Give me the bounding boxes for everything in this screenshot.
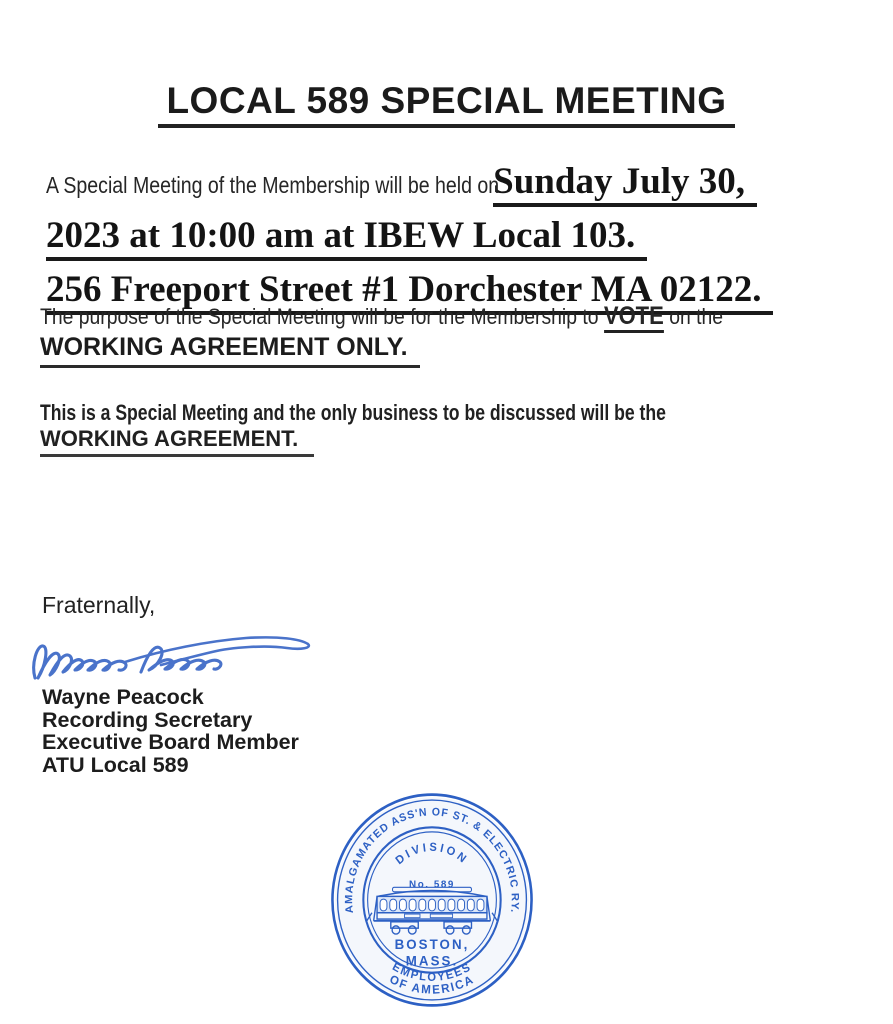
working-agreement-only-text: WORKING AGREEMENT ONLY. <box>40 333 420 368</box>
notice-line-2 <box>40 426 822 457</box>
signer-title-3: ATU Local 589 <box>42 752 189 777</box>
page-title: LOCAL 589 SPECIAL MEETING <box>158 80 734 128</box>
signer-name: Wayne Peacock <box>42 685 204 709</box>
meeting-time-venue-text: 2023 at 10:00 am at IBEW Local 103. <box>46 215 647 261</box>
closing-salutation: Fraternally, <box>42 592 156 618</box>
intro-paragraph <box>46 158 773 320</box>
signature-stroke-1 <box>34 646 126 678</box>
title-row <box>0 80 893 128</box>
stamp-arc-top-text: AMALGAMATED ASS'N OF ST. & ELECTRIC RY. <box>343 806 521 915</box>
purpose-text-part1: The purpose of the Special Meeting will be for the Membership to <box>40 304 604 329</box>
stamp-state-text: MASS. <box>405 953 459 969</box>
notice-paragraph <box>40 400 822 457</box>
intro-line-1 <box>46 158 773 212</box>
stamp-division-number-text: No. 589 <box>409 879 455 891</box>
stamp-of-america-text: OF AMERICA <box>387 971 477 997</box>
intro-lead-text: A Special Meeting of the Membership will be held on <box>46 172 500 198</box>
purpose-text-part2: on the <box>663 304 724 329</box>
stamp-city-text: BOSTON, <box>394 936 470 953</box>
purpose-paragraph <box>40 303 816 368</box>
meeting-address-text: 256 Freeport Street #1 Dorchester MA 02122. <box>46 269 773 315</box>
purpose-line-2 <box>40 333 816 368</box>
working-agreement-text: WORKING AGREEMENT. <box>40 426 314 457</box>
stamp-employees-text: EMPLOYEES <box>390 960 474 985</box>
notice-line-1: This is a Special Meeting and the only business to be discussed will be the <box>40 400 666 425</box>
signer-title-2: Executive Board Member <box>42 730 299 754</box>
vote-emphasis: VOTE <box>604 302 664 333</box>
handwritten-signature <box>28 612 368 696</box>
signer-title-1: Recording Secretary <box>42 707 253 732</box>
meeting-date-text: Sunday July 30, <box>493 161 757 207</box>
purpose-line-1 <box>40 303 723 330</box>
intro-line-2 <box>46 212 773 266</box>
signature-block <box>42 686 299 776</box>
stamp-division-text: DIVISION <box>393 841 471 868</box>
union-seal-stamp <box>329 791 535 1009</box>
